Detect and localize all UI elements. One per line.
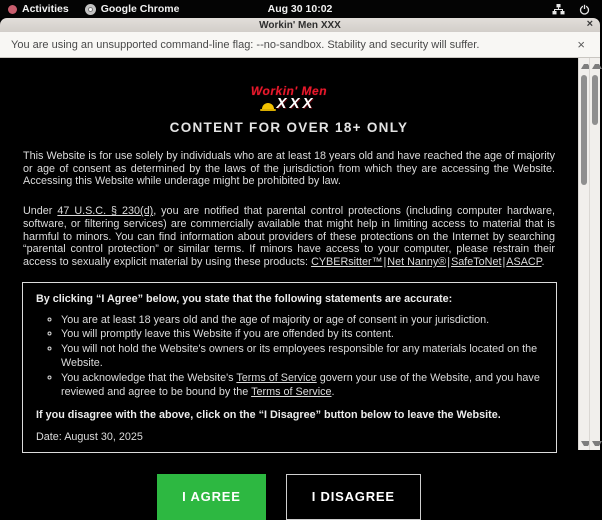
site-logo <box>234 85 344 111</box>
cybersitter-link[interactable]: CYBERsitter™ <box>311 256 383 269</box>
logo-bottom-row <box>234 96 344 111</box>
para2-end: . <box>541 256 545 269</box>
window-close-button[interactable]: × <box>586 18 593 30</box>
window-title-bar[interactable] <box>0 18 600 32</box>
product-separator: | <box>502 256 506 269</box>
page-content <box>0 58 578 505</box>
list-item-terms <box>61 371 546 400</box>
power-icon[interactable] <box>579 4 590 15</box>
consent-buttons-row <box>0 474 578 520</box>
inner-scrollbar-thumb[interactable] <box>581 75 587 185</box>
chrome-icon <box>85 4 96 15</box>
disagree-instruction: If you disagree with the above, click on the “I Disagree” button below to leave the Website. <box>36 408 501 421</box>
window-title: Workin' Men XXX <box>259 19 341 31</box>
app-indicator-chrome[interactable] <box>85 3 180 15</box>
terms-of-service-link[interactable]: Terms of Service <box>236 371 317 384</box>
bullet4-pre: You acknowledge that the Website's <box>61 371 237 384</box>
scroll-down-arrow-icon[interactable] <box>592 441 602 446</box>
logo-script-text: Workin' Men <box>250 84 328 98</box>
i-disagree-button[interactable]: I DISAGREE <box>286 474 421 520</box>
list-item: ◦ You will not hold the Website's owners or its employees responsible for any materials located on the Website. <box>61 342 546 371</box>
top-bar-left <box>0 3 552 15</box>
network-icon[interactable] <box>552 4 565 15</box>
activities-indicator-icon <box>8 5 17 14</box>
app-indicator-label: Google Chrome <box>100 3 180 15</box>
usc-230d-link[interactable]: 47 U.S.C. § 230(d) <box>57 205 154 218</box>
bullet4-end: . <box>331 386 335 399</box>
netnanny-link[interactable]: Net Nanny® <box>387 256 447 269</box>
outer-scrollbar-thumb[interactable] <box>592 75 598 125</box>
page-title: CONTENT FOR OVER 18+ ONLY <box>169 120 409 135</box>
product-separator: | <box>447 256 451 269</box>
terms-of-service-link[interactable]: Terms of Service <box>251 386 332 399</box>
date-line: Date: August 30, 2025 <box>36 430 143 443</box>
age-statement-paragraph: This Website is for use solely by individuals who are at least 18 years old and have reached the age of majority or age of consent as determined by the laws of the jurisdiction from which they are accessing the Website. Accessing this Website while underage might be prohibited by law. <box>23 150 555 188</box>
agreement-box <box>22 282 557 453</box>
agreement-bullet-list <box>36 313 546 400</box>
para2-pre: Under <box>23 205 58 218</box>
logo-xxx-text: XXX <box>276 95 316 112</box>
inner-scrollbar[interactable] <box>578 58 589 450</box>
activities-button[interactable] <box>8 3 69 15</box>
warning-text: You are using an unsupported command-line flag: --no-sandbox. Stability and security will suffer. <box>11 38 480 51</box>
safetonet-link[interactable]: SafeToNet <box>451 256 502 269</box>
list-item: ◦ You are at least 18 years old and the age of majority or age of consent in your jurisdiction. <box>61 313 546 327</box>
product-separator: | <box>383 256 387 269</box>
activities-label: Activities <box>22 3 69 15</box>
agreement-intro: By clicking “I Agree” below, you state that the following statements are accurate: <box>36 292 453 305</box>
i-agree-button[interactable]: I AGREE <box>157 474 266 520</box>
gnome-top-bar <box>0 0 600 18</box>
clock[interactable]: Aug 30 10:02 <box>267 3 333 15</box>
chrome-warning-bar <box>0 32 600 58</box>
system-tray <box>552 4 600 15</box>
outer-scrollbar[interactable] <box>589 58 600 450</box>
parental-control-paragraph <box>23 205 555 269</box>
scroll-up-arrow-icon[interactable] <box>592 64 602 69</box>
warning-close-button[interactable]: × <box>577 37 585 52</box>
bullet4-mid: govern your use of the Website, and you have reviewed and agree to be bound by the <box>61 371 540 399</box>
para2-mid: , you are notified that parental control protections (including computer hardware, software, or filtering services) are commercially available that might help in limiting access to material that is harmful to minors. You can find information about providers of these protections on the Internet by searching “parental control protection” or similar terms. If minors have access to your computer, please restrain their access to sexually explicit material by using these products: <box>23 205 555 269</box>
list-item: ◦ You will promptly leave this Website if you are offended by its content. <box>61 327 546 341</box>
hardhat-icon <box>262 103 274 110</box>
asacp-link[interactable]: ASACP <box>506 256 542 269</box>
